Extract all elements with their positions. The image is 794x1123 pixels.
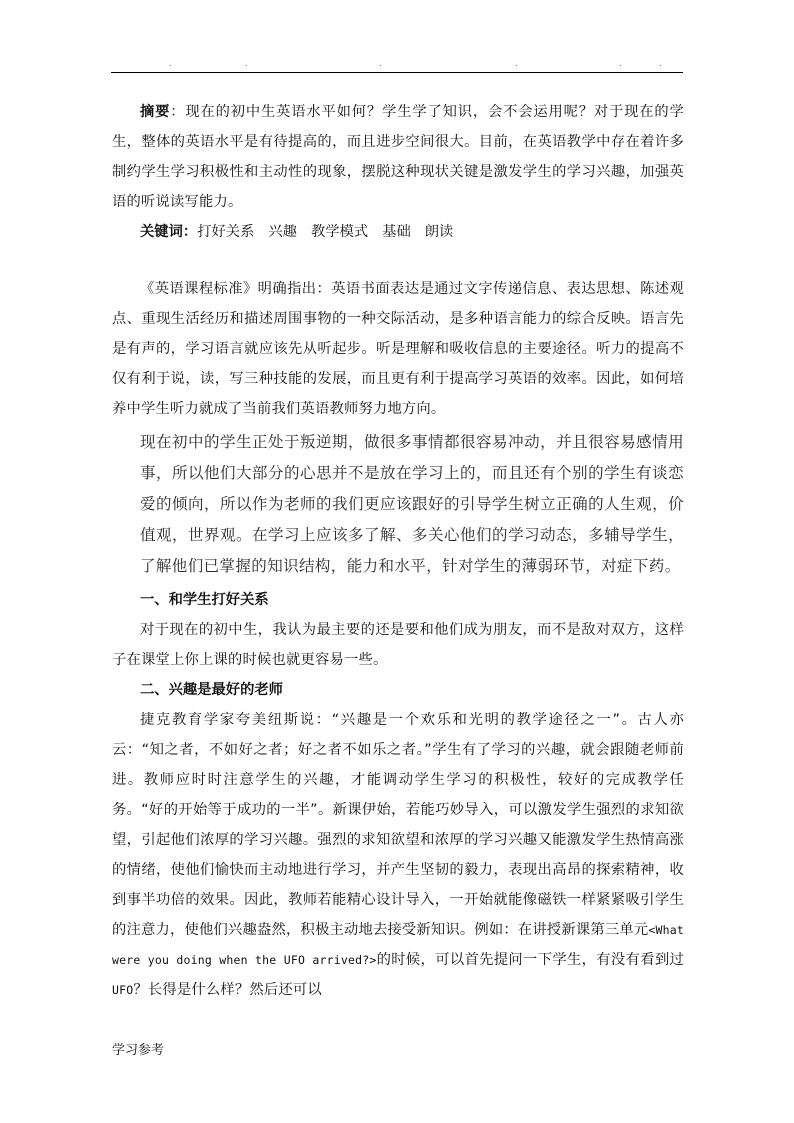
keyword-item: 教学模式: [310, 224, 369, 240]
footer-label: 学习参考: [112, 1043, 165, 1058]
abstract-label: 摘要: [140, 104, 171, 120]
header-dot: .: [515, 59, 518, 68]
keywords-line: [112, 217, 684, 247]
observation-paragraph: 现在初中的学生正处于叛逆期，做很多事情都很容易冲动，并且很容易感情用事，所以他们大部分的心思并不是放在学习上的，而且还有个别的学生有谈恋爱的倾向，所以作为老师的我们更应该跟好的引导学生树立正确的人生观，价值观，世界观。在学习上应该多了解、多关心他们的学习动态，多辅导学生，了解他们已掌握的知识结构，能力和水平，针对学生的薄弱环节，对症下药。: [140, 433, 684, 575]
section-2-text-before: 捷克教育学家夸美纽斯说：“兴趣是一个欢乐和光明的教学途径之一”。古人亦云：“知之者，不如好之者；好之者不如乐之者。”学生有了学习的兴趣，就会跟随老师前进。教师应时时注意学生的兴趣，才能调动学生学习的积极性，较好的完成教学任务。“好的开始等于成功的一半”。新课伊始，若能巧妙导入，可以激发学生强烈的求知欲望，引起他们浓厚的学习兴趣。强烈的求知欲望和浓厚的学习兴趣又能激发学生热情高涨的情绪，使他们愉快而主动地进行学习，并产生坚韧的毅力，表现出高昂的探索精神，收到事半功倍的效果。因此，教师若能精心设计导入，一开始就能像磁铁一样紧紧吸引学生的注意力，使他们兴趣盎然，积极主动地去接受新知识。例如：在讲授新课第三单元: [112, 712, 684, 938]
section-2-title: 二、兴趣是最好的老师: [140, 682, 283, 698]
unit-english-title: <What were you doing when the UFO arrived?>: [112, 923, 685, 967]
header-dot: .: [245, 59, 248, 68]
keyword-item: 朗读: [424, 224, 454, 240]
keyword-item: 兴趣: [268, 224, 297, 240]
abstract-text: ：现在的初中生英语水平如何？学生学了知识，会不会运用呢？对于现在的学生，整体的英语水平是有待提高的，而且进步空间很大。目前，在英语教学中存在着许多制约学生学习积极性和主动性的现象，摆脱这种现状关键是激发学生的学习兴趣，加强英语的听说读写能力。: [112, 104, 685, 210]
header-dot: .: [379, 59, 382, 68]
header-dot: .: [619, 59, 622, 68]
section-2-text-mid: 的时候，可以首先提问一下学生，有没有看到过: [376, 952, 684, 968]
section-1-paragraph: 对于现在的初中生，我认为最主要的还是要和他们成为朋友，而不是敌对双方，这样子在课堂上你上课的时候也就更容易一些。: [112, 622, 684, 668]
document-body: [112, 97, 684, 1005]
abstract-paragraph: [112, 97, 684, 217]
header-dot: .: [659, 59, 662, 68]
section-2-paragraph: [112, 705, 684, 1005]
keyword-item: 基础: [382, 224, 411, 240]
keyword-item: 打好关系: [197, 224, 255, 240]
spacer: [112, 247, 684, 274]
keywords-label: 关键词: [140, 224, 183, 240]
intro-paragraph: 《英语课程标准》明确指出：英语书面表达是通过文字传递信息、表达思想、陈述观点、重现生活经历和描述周围事物的一种交际活动，是多种语言能力的综合反映。语言先是有声的，学习语言就应该先从听起步。听是理解和吸收信息的主要途径。听力的提高不仅有利于说，读，写三种技能的发展，而且更有利于提高学习英语的效率。因此，如何培养中学生听力就成了当前我们英语教师努力地方向。: [112, 281, 684, 417]
ufo-term: UFO: [112, 983, 134, 997]
section-1-title: 一、和学生打好关系: [140, 592, 269, 608]
keywords-colon: ：: [182, 224, 198, 240]
header-dot: .: [169, 59, 172, 68]
section-2-text-after: ？长得是什么样？然后还可以: [133, 982, 322, 998]
header-dots: [111, 58, 683, 70]
header-rule: [111, 72, 683, 73]
